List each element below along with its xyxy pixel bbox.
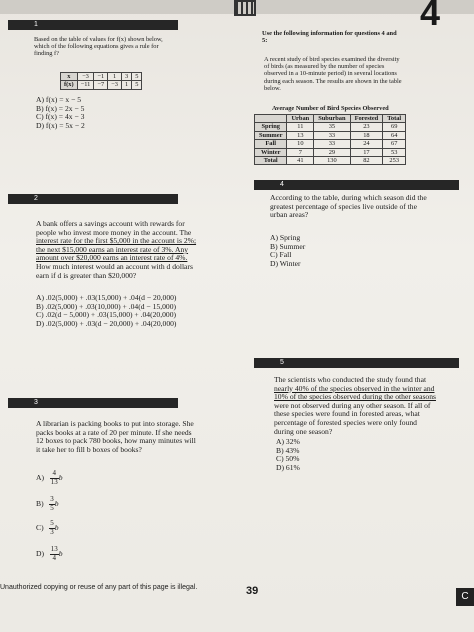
question-1-stem: Based on the table of values for f(x) shown below, which of the following equations gives a rule for finding f? bbox=[34, 36, 163, 58]
table-row: Total 41 130 82 253 bbox=[255, 157, 406, 165]
answer-option[interactable]: D) $\frac{13}{4}$ b bbox=[36, 545, 63, 562]
answer-option[interactable]: A) Spring bbox=[270, 233, 301, 242]
question-4-stem: According to the table, during which season did the greatest percentage of species live outside of the urban areas? bbox=[270, 193, 427, 220]
bird-species-table: Urban Suburban Forested Total Spring 11 35 23 69 Summer 13 33 18 64 Fall 10 33 24 67 Winter 7 29 17 53 Total 41 130 82 253 bbox=[254, 114, 406, 165]
table-row: Spring 11 35 23 69 bbox=[255, 123, 406, 131]
answer-option[interactable]: C) 50% bbox=[276, 454, 300, 464]
question-4-header: 4 bbox=[254, 180, 459, 190]
fraction: $\frac{5}{3}$ bbox=[50, 519, 54, 536]
question-1-options bbox=[36, 96, 85, 130]
section-number: 4 bbox=[420, 0, 441, 33]
answer-option[interactable]: B) f(x) = 2x − 5 bbox=[36, 103, 85, 113]
answer-option[interactable]: D) f(x) = 5x − 2 bbox=[36, 120, 85, 130]
question-4-options bbox=[270, 234, 305, 268]
question-1-header: 1 bbox=[8, 20, 178, 30]
page-number: 39 bbox=[246, 585, 259, 597]
question-3-stem: A librarian is packing books to put into storage. She packs books at a rate of 20 per minute. If she needs 12 boxes to pack 780 books, how many minutes will it take her to fill b boxes of books? bbox=[36, 419, 196, 454]
binder-icon bbox=[234, 0, 256, 16]
answer-option[interactable]: A) .02(5,000) + .03(15,000) + .04(d − 20,000) bbox=[36, 293, 177, 302]
question-5-header: 5 bbox=[254, 358, 459, 368]
info-heading: Use the following information for questions 4 and 5: bbox=[262, 30, 397, 45]
q1-values-table: x −3 −1 1 3 5 f(x) −11 −7 −3 1 5 bbox=[60, 72, 142, 90]
corner-mark: C bbox=[456, 588, 474, 606]
question-2-header: 2 bbox=[8, 194, 178, 204]
answer-option[interactable]: A) 32% bbox=[276, 437, 300, 446]
question-2-options bbox=[36, 294, 176, 328]
fraction: $\frac{4}{13}$ bbox=[50, 469, 58, 486]
answer-option[interactable]: D) 61% bbox=[276, 462, 300, 472]
question-2-stem: A bank offers a savings account with rewards for people who invest more money in the account. The interest rate for the first $5,000 in the account is 2%; the next $15,000 earns an interest rate of 3%. Any amount over $20,000 earns an interest rate of 4%. How much interest would an account with d dollars earn if d is greater than $20,000? bbox=[36, 219, 197, 280]
fraction: $\frac{13}{4}$ bbox=[50, 545, 58, 562]
table-row: Fall 10 33 24 67 bbox=[255, 140, 406, 148]
table-row: Winter 7 29 17 53 bbox=[255, 148, 406, 156]
answer-option[interactable]: B) $\frac{3}{5}$ b bbox=[36, 495, 59, 512]
answer-option[interactable]: D) Winter bbox=[270, 258, 301, 268]
answer-option[interactable]: C) f(x) = 4x − 3 bbox=[36, 112, 85, 122]
answer-option[interactable]: B) Summer bbox=[270, 241, 306, 251]
bird-table-title: Average Number of Bird Species Observed bbox=[272, 105, 389, 112]
question-5-stem: The scientists who conducted the study found that nearly 40% of the species observed in the winter and 10% of the species observed during the other seasons were not observed during any other season. If all of these species were found in forested areas, what percentage of forested species were only found during one season? bbox=[274, 375, 436, 436]
answer-option[interactable]: C) .02(d − 5,000) + .03(15,000) + .04(20,000) bbox=[36, 310, 177, 320]
answer-option[interactable]: B) 43% bbox=[276, 445, 300, 455]
info-text: A recent study of bird species examined the diversity of birds (as measured by the number of species observed in a 10-minute period) in several locations during each season. The results are shown in the table below. bbox=[264, 56, 402, 92]
answer-option[interactable]: C) Fall bbox=[270, 250, 292, 260]
answer-option[interactable]: D) .02(5,000) + .03(d − 20,000) + .04(20,000) bbox=[36, 318, 177, 328]
fraction: $\frac{3}{5}$ bbox=[50, 495, 54, 512]
copyright-footer: Unauthorized copying or reuse of any part of this page is illegal. bbox=[0, 584, 198, 591]
answer-option[interactable]: A) f(x) = x − 5 bbox=[36, 95, 82, 104]
answer-option[interactable]: B) .02(5,000) + .03(10,000) + .04(d − 15,000) bbox=[36, 301, 177, 311]
answer-option[interactable]: C) $\frac{5}{3}$ b bbox=[36, 519, 59, 536]
question-5-options bbox=[276, 438, 300, 472]
question-3-header: 3 bbox=[8, 398, 178, 408]
table-row: Summer 13 33 18 64 bbox=[255, 131, 406, 139]
answer-option[interactable]: A) $\frac{4}{13}$ b bbox=[36, 469, 63, 486]
